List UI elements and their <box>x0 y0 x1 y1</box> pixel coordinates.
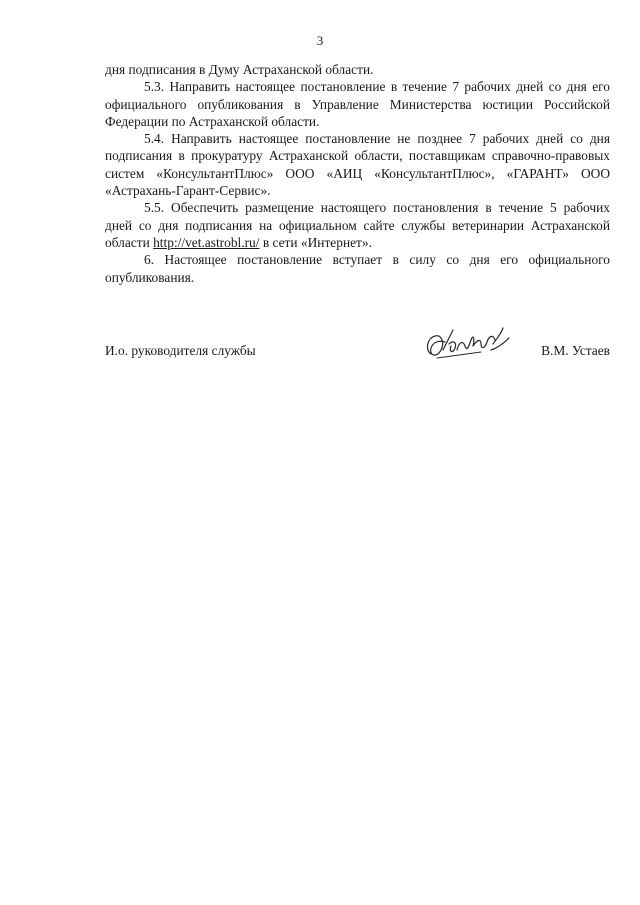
paragraph-5-5-text-end: в сети «Интернет». <box>259 234 372 250</box>
paragraph-continuation: дня подписания в Думу Астраханской области. <box>105 62 374 77</box>
signatory-title: И.о. руководителя службы <box>105 343 256 358</box>
signatory-name: В.М. Устаев <box>541 343 610 358</box>
website-link[interactable]: http://vet.astrobl.ru/ <box>153 234 260 250</box>
handwritten-signature <box>423 320 518 368</box>
page-number: 3 <box>316 33 324 48</box>
paragraph-5-5-text: 5.5. Обеспечить размещение настоящего постановления в течение 5 рабочих дней со дня подписания на официальном сайте службы ветеринарии Астраханской области <box>105 200 610 250</box>
paragraph-6: 6. Настоящее постановление вступает в силу со дня его официального опубликования. <box>105 252 610 285</box>
document-body <box>105 61 610 286</box>
paragraph-5-3: 5.3. Направить настоящее постановление в течение 7 рабочих дней со дня его официального опубликования в Управление Министерства юстиции Российской Федерации по Астраханской области. <box>105 79 610 129</box>
paragraph-5-4: 5.4. Направить настоящее постановление не позднее 7 рабочих дней со дня подписания в прокуратуру Астраханской области, поставщикам справочно-правовых систем «КонсультантПлюс» ООО «АИЦ «КонсультантПлюс», «ГАРАНТ» ООО «Астрахань-Гарант-Сервис». <box>105 131 610 199</box>
paragraph-5-5 <box>105 199 610 251</box>
